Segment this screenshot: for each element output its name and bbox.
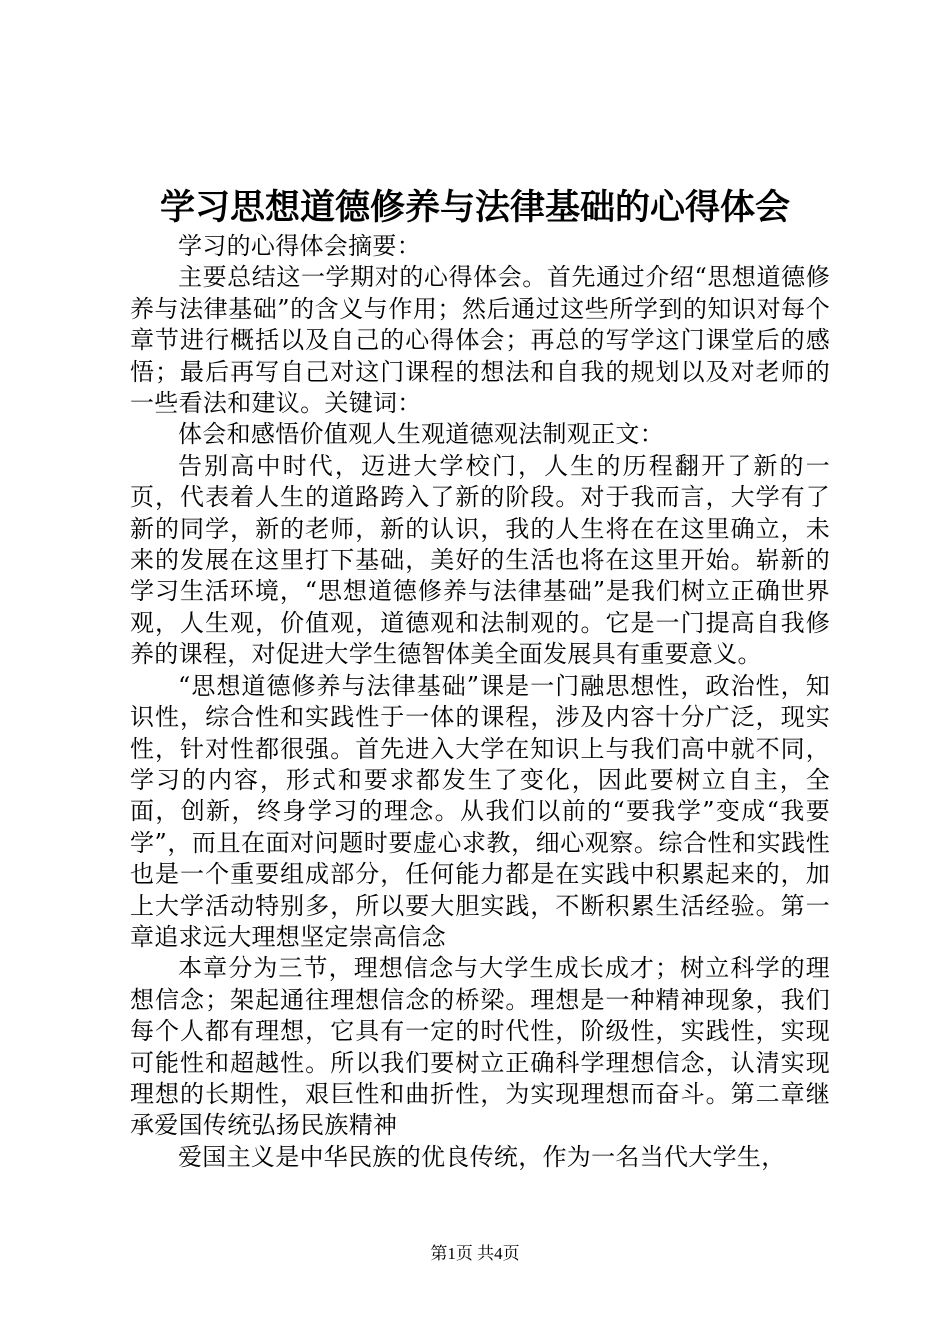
- document-body: [130, 231, 830, 1173]
- page-number-footer: [0, 1242, 950, 1266]
- paragraph-course: “思想道德修养与法律基础”课是一门融思想性，政治性，知识性，综合性和实践性于一体的课程，涉及内容十分广泛，现实性，针对性都很强。首先进入大学在知识上与我们高中就不同，学习的内容，形式和要求都发生了变化，因此要树立自主，全面，创新，终身学习的理念。从我们以前的“要我学”变成“我要学”，而且在面对问题时要虚心求教，细心观察。综合性和实践性也是一个重要组成部分，任何能力都是在实践中积累起来的，加上大学活动特别多，所以要大胆实践，不断积累生活经验。第一章追求远大理想坚定崇高信念: [130, 671, 830, 951]
- paragraph-intro: 告别高中时代，迈进大学校门，人生的历程翻开了新的一页，代表着人生的道路跨入了新的阶段。对于我而言，大学有了新的同学，新的老师，新的认识，我的人生将在在这里确立，未来的发展在这里打下基础，美好的生活也将在这里开始。崭新的学习生活环境，“思想道德修养与法律基础”是我们树立正确世界观，人生观，价值观，道德观和法制观的。它是一门提高自我修养的课程，对促进大学生德智体美全面发展具有重要意义。: [130, 451, 830, 669]
- paragraph-keywords: 体会和感悟价值观人生观道德观法制观正文：: [178, 420, 664, 449]
- paragraph-chapter-two: 爱国主义是中华民族的优良传统，作为一名当代大学生，: [178, 1142, 786, 1171]
- paragraph-abstract: 主要总结这一学期对的心得体会。首先通过介绍“思想道德修养与法律基础”的含义与作用；然后通过这些所学到的知识对每个章节进行概括以及自己的心得体会；再总的写学这门课堂后的感悟；最后再写自己对这门课程的想法和自我的规划以及对老师的一些看法和建议。关键词：: [130, 263, 830, 418]
- document-title: 学习思想道德修养与法律基础的心得体会: [159, 187, 790, 228]
- paragraph-chapter-one: 本章分为三节，理想信念与大学生成长成才；树立科学的理想信念；架起通往理想信念的桥梁。理想是一种精神现象，我们每个人都有理想，它具有一定的时代性，阶级性，实践性，实现可能性和超越性。所以我们要树立正确科学理想信念，认清实现理想的长期性，艰巨性和曲折性，为实现理想而奋斗。第二章继承爱国传统弘扬民族精神: [130, 954, 830, 1140]
- page-number-label: 第1页 共4页: [430, 1244, 520, 1263]
- paragraph-abstract-heading: 学习的心得体会摘要：: [178, 232, 421, 260]
